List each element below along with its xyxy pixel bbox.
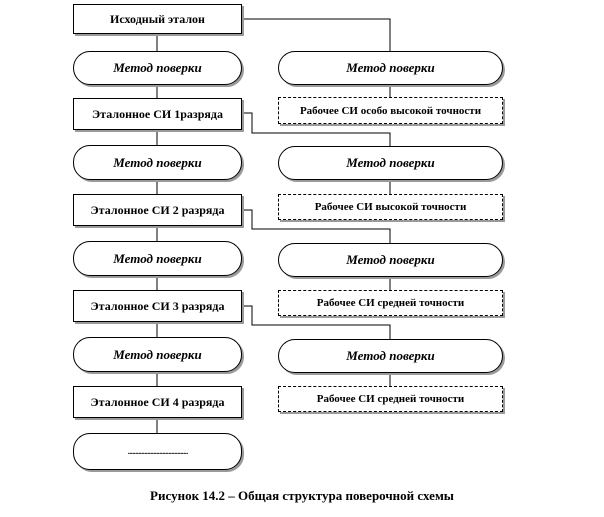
working-instrument-box-3: [278, 290, 503, 316]
working-instrument-box-1: [278, 97, 503, 124]
method-label: Метод поверки: [113, 60, 202, 75]
method-pill-left-4: [73, 337, 242, 372]
method-label: Метод поверки: [113, 346, 202, 362]
working-instrument-label: Рабочее СИ средней точности: [316, 297, 465, 309]
method-label: Метод поверки: [346, 348, 435, 363]
standard-box-4: [73, 386, 242, 418]
standard-box-1: [73, 98, 242, 130]
method-pill-left-2: [73, 145, 242, 180]
method-pill-right-1: [278, 51, 503, 85]
method-pill-right-2: [278, 146, 503, 180]
figure-caption: Рисунок 14.2 – Общая структура поверочной схемы: [150, 488, 454, 503]
ellipsis-label: ........................................: [127, 446, 188, 457]
source-standard-box: [73, 4, 242, 34]
standard-box-3: [73, 290, 242, 322]
method-label: Метод поверки: [346, 155, 435, 170]
method-label: Метод поверки: [346, 60, 435, 75]
standard-label: Эталонное СИ 3 разряда: [90, 298, 225, 313]
working-instrument-label: Рабочее СИ средней точности: [316, 393, 465, 405]
method-pill-left-1: [73, 51, 242, 85]
method-label: Метод поверки: [346, 252, 435, 267]
method-pill-right-4: [278, 339, 503, 373]
working-instrument-label: Рабочее СИ особо высокой точности: [299, 104, 482, 117]
method-label: Метод поверки: [113, 250, 202, 266]
method-label: Метод поверки: [113, 154, 202, 170]
working-instrument-box-4: [278, 386, 503, 412]
standard-label: Эталонное СИ 2 разряда: [90, 202, 225, 217]
ellipsis-pill: [73, 433, 242, 470]
standard-box-2: [73, 194, 242, 226]
source-standard-label: Исходный эталон: [110, 11, 205, 26]
standard-label: Эталонное СИ 1разряда: [92, 106, 223, 121]
standard-label: Эталонное СИ 4 разряда: [90, 394, 225, 409]
working-instrument-label: Рабочее СИ высокой точности: [314, 201, 467, 213]
method-pill-left-3: [73, 241, 242, 276]
working-instrument-box-2: [278, 194, 503, 220]
method-pill-right-3: [278, 243, 503, 277]
